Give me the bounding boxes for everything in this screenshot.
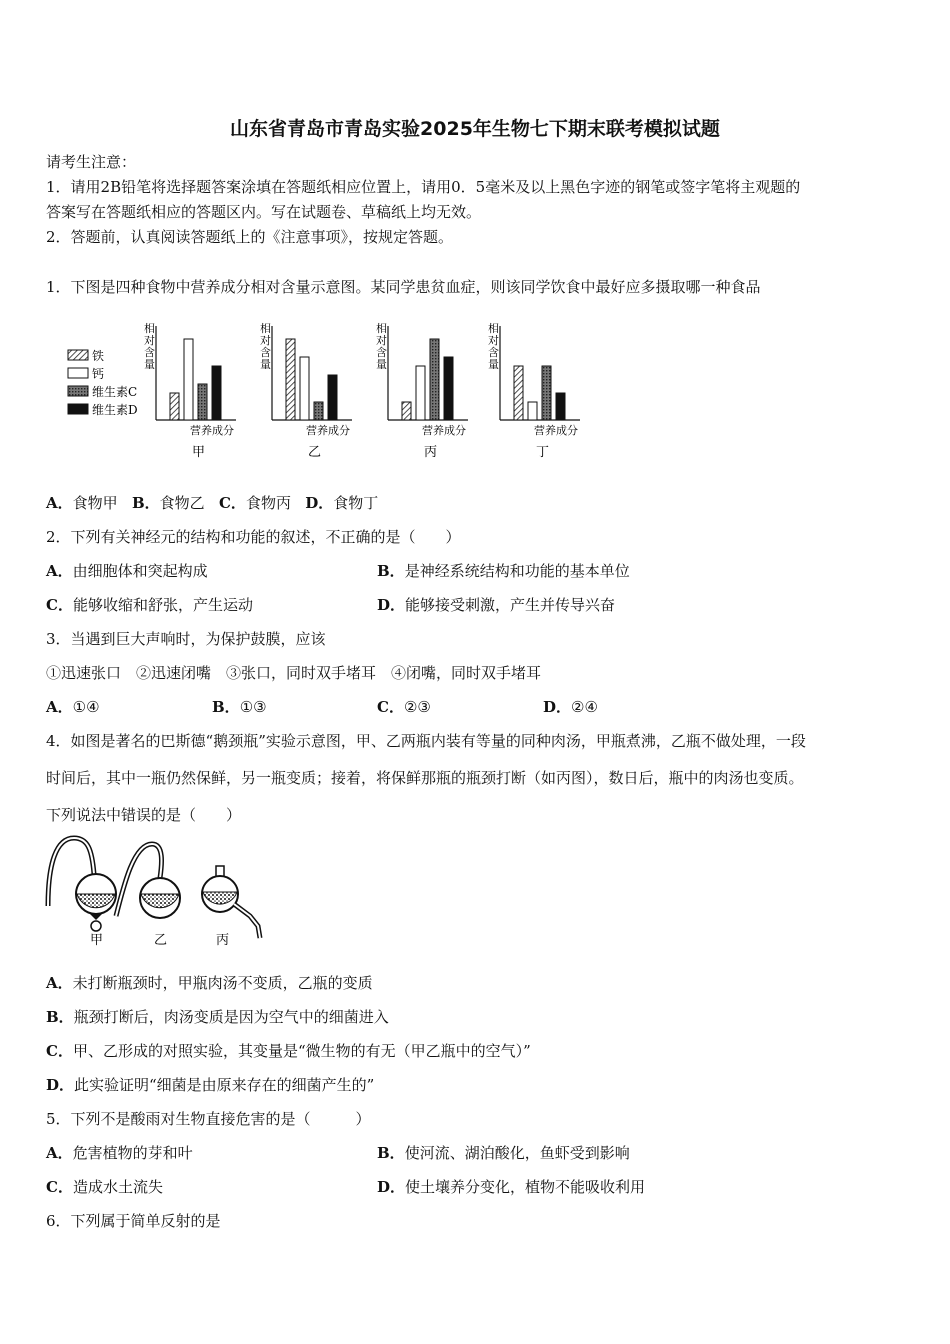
q4-stem-line3: 下列说法中错误的是（ ）	[46, 806, 242, 824]
chart-name: 丁	[536, 445, 550, 460]
bar-calcium	[300, 357, 309, 420]
q3-option-a[interactable]: A．①④	[46, 698, 100, 716]
q3-items: ①迅速张口 ②迅速闭嘴 ③张口，同时双手堵耳 ④闭嘴，同时双手堵耳	[46, 664, 542, 682]
legend-vitamin-c: 维生素C	[92, 385, 138, 399]
q2-option-d[interactable]: D．能够接受刺激，产生并传导兴奋	[377, 596, 616, 614]
y-axis-label-char: 量	[376, 358, 387, 371]
q3-option-d[interactable]: D．②④	[543, 698, 598, 716]
q1-option-c[interactable]: C．食物丙	[218, 494, 291, 512]
legend-calcium: 钙	[92, 367, 105, 381]
bar-calcium	[528, 402, 537, 420]
q2-option-c[interactable]: C．能够收缩和舒张，产生运动	[46, 596, 253, 614]
q1-option-b[interactable]: B．食物乙	[131, 494, 205, 512]
y-axis-label-char: 对	[260, 334, 271, 347]
q1-options	[46, 493, 378, 513]
q4-stem-line2: 时间后，其中一瓶仍然保鲜，另一瓶变质；接着，将保鲜那瓶的瓶颈打断（如丙图），数日后，瓶中的肉汤也变质。	[46, 769, 804, 787]
q1-stem: 1．下图是四种食物中营养成分相对含量示意图。某同学患贫血症，则该同学饮食中最好应多摄取哪一种食品	[46, 278, 761, 296]
q3-option-b[interactable]: B．①③	[212, 698, 267, 716]
y-axis-label-char: 相	[144, 322, 155, 335]
chart-name: 乙	[308, 445, 322, 460]
q4-option-d[interactable]: D．此实验证明“细菌是由原来存在的细菌产生的”	[46, 1076, 375, 1094]
x-axis-label: 营养成分	[306, 424, 350, 437]
bar-vitamin-c	[314, 402, 323, 420]
q5-stem: 5．下列不是酸雨对生物直接危害的是（ ）	[46, 1110, 371, 1128]
bar-calcium	[184, 339, 193, 420]
legend-iron: 铁	[92, 349, 105, 363]
y-axis-label-char: 对	[376, 334, 387, 347]
notice-line-1b: 答案写在答题纸相应的答题区内。写在试题卷、草稿纸上均无效。	[46, 203, 482, 221]
flask-jia	[48, 838, 116, 931]
bar-vitamin-d	[212, 366, 221, 420]
y-axis-label-char: 含	[260, 346, 271, 359]
notice-heading: 请考生注意：	[46, 153, 137, 171]
q1-option-a[interactable]: A．食物甲	[46, 494, 118, 512]
chart-丙	[376, 321, 468, 460]
y-axis-label-char: 相	[488, 322, 499, 335]
chart-name: 丙	[424, 445, 438, 460]
y-axis-label-char: 含	[376, 346, 387, 359]
q4-option-c[interactable]: C．甲、乙形成的对照实验，其变量是“微生物的有无（甲乙瓶中的空气）”	[46, 1042, 531, 1060]
bar-iron	[286, 339, 295, 420]
q2-stem: 2．下列有关神经元的结构和功能的叙述，不正确的是（ ）	[46, 528, 461, 546]
q1-option-d[interactable]: D．食物丁	[305, 494, 379, 512]
q5-option-d[interactable]: D．使土壤养分变化，植物不能吸收利用	[377, 1178, 646, 1196]
y-axis-label-char: 含	[488, 346, 499, 359]
bar-iron	[514, 366, 523, 420]
bar-calcium	[416, 366, 425, 420]
q4-swan-neck-flask-figure	[44, 834, 274, 949]
q1-nutrient-charts	[60, 316, 620, 466]
bar-vitamin-d	[328, 375, 337, 420]
q6-stem: 6．下列属于简单反射的是	[46, 1212, 221, 1230]
q3-option-c[interactable]: C．②③	[377, 698, 431, 716]
y-axis-label-char: 量	[488, 358, 499, 371]
q4-stem-line1: 4．如图是著名的巴斯德“鹅颈瓶”实验示意图，甲、乙两瓶内装有等量的同种肉汤，甲瓶煮沸，乙瓶不做处理，一段	[46, 732, 806, 750]
flask-label-yi: 乙	[154, 933, 168, 948]
x-axis-label: 营养成分	[190, 424, 234, 437]
bar-vitamin-c	[430, 339, 439, 420]
legend-vitamin-d: 维生素D	[92, 403, 138, 417]
y-axis-label-char: 相	[376, 322, 387, 335]
legend	[68, 348, 138, 417]
x-axis-label: 营养成分	[422, 424, 466, 437]
q3-stem: 3．当遇到巨大声响时，为保护鼓膜，应该	[46, 630, 326, 648]
flask-label-jia: 甲	[90, 933, 104, 948]
q2-option-a[interactable]: A．由细胞体和突起构成	[46, 562, 208, 580]
flask-yi	[116, 844, 180, 918]
q5-option-b[interactable]: B．使河流、湖泊酸化，鱼虾受到影响	[377, 1144, 630, 1162]
y-axis-label-char: 含	[144, 346, 155, 359]
q4-option-b[interactable]: B．瓶颈打断后，肉汤变质是因为空气中的细菌进入	[46, 1008, 389, 1026]
bar-vitamin-d	[444, 357, 453, 420]
y-axis-label-char: 对	[488, 334, 499, 347]
bar-vitamin-c	[198, 384, 207, 420]
y-axis-label-char: 量	[144, 358, 155, 371]
x-axis-label: 营养成分	[534, 424, 578, 437]
y-axis-label-char: 量	[260, 358, 271, 371]
chart-丁	[488, 321, 580, 460]
flask-label-bing: 丙	[216, 933, 230, 948]
notice-line-2: 2．答题前，认真阅读答题纸上的《注意事项》，按规定答题。	[46, 228, 454, 246]
bar-vitamin-c	[542, 366, 551, 420]
y-axis-label-char: 相	[260, 322, 271, 335]
flask-bing	[202, 866, 260, 938]
chart-甲	[144, 321, 236, 460]
notice-line-1a: 1．请用2B铅笔将选择题答案涂填在答题纸相应位置上，请用0．5毫米及以上黑色字迹的钢笔或签字笔将主观题的	[46, 178, 801, 196]
y-axis-label-char: 对	[144, 334, 155, 347]
bar-iron	[170, 393, 179, 420]
chart-乙	[260, 321, 352, 460]
q5-option-a[interactable]: A．危害植物的芽和叶	[46, 1144, 193, 1162]
bar-vitamin-d	[556, 393, 565, 420]
chart-name: 甲	[192, 445, 206, 460]
q4-option-a[interactable]: A．未打断瓶颈时，甲瓶肉汤不变质，乙瓶的变质	[46, 974, 373, 992]
bar-iron	[402, 402, 411, 420]
page-title: 山东省青岛市青岛实验2025年生物七下期末联考模拟试题	[230, 118, 720, 140]
q2-option-b[interactable]: B．是神经系统结构和功能的基本单位	[377, 562, 630, 580]
q5-option-c[interactable]: C．造成水土流失	[46, 1178, 163, 1196]
